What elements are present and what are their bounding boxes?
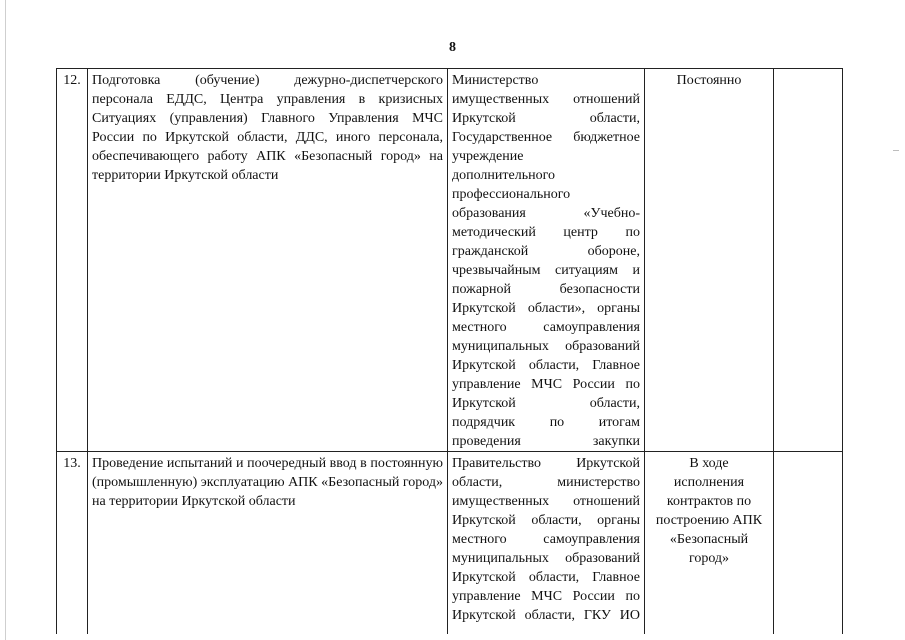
- responsible-executors: [448, 69, 645, 452]
- note-cell: [774, 452, 843, 635]
- text-line: Иркутской области, Главное: [452, 570, 640, 585]
- text-line: Иркутской области», органы: [452, 301, 640, 316]
- table-row: [57, 69, 843, 452]
- text-line: муниципальных образований: [452, 339, 640, 354]
- scan-mark: [893, 150, 899, 151]
- text-line: контрактов по: [666, 494, 752, 509]
- text-line: имущественных отношений: [452, 92, 640, 107]
- deadline: [645, 452, 774, 635]
- text-line: проведения закупки: [452, 434, 640, 449]
- text-line: Иркутской области,: [452, 111, 640, 126]
- text-line: дополнительного: [452, 168, 555, 183]
- text-line: местного самоуправления: [452, 320, 640, 335]
- text-line: подрядчик по итогам: [452, 415, 640, 430]
- text-line: чрезвычайным ситуациям и: [452, 263, 640, 278]
- text-line: Иркутской области, Главное: [452, 358, 640, 373]
- text-line: город»: [688, 551, 730, 566]
- text-line: учреждение: [452, 149, 524, 164]
- text-line: Иркутской области,: [452, 396, 640, 411]
- note-cell: [774, 69, 843, 452]
- table-row: [57, 452, 843, 635]
- text-line: местного самоуправления: [452, 532, 640, 547]
- row-number: 12.: [57, 69, 88, 452]
- text-line: имущественных отношений: [452, 494, 640, 509]
- text-line: управление МЧС России по: [452, 377, 640, 392]
- text-line: «Безопасный: [669, 532, 749, 547]
- text-line: Иркутской области, ГКУ ИО: [452, 608, 640, 623]
- text-line: В ходе: [689, 456, 729, 471]
- text-line: методический центр по: [452, 225, 640, 240]
- text-line: Правительство Иркутской: [452, 456, 640, 471]
- text-line: Министерство: [452, 73, 539, 88]
- task-description: Подготовка (обучение) дежурно-диспетчерского персонала ЕДДС, Центра управления в кризисных Ситуациях (управления) Главного Управления МЧС России по Иркутской области, ДДС, иного персонала, обеспечивающего работу АПК «Безопасный город» на территории Иркутской области: [88, 69, 448, 452]
- row-number: 13.: [57, 452, 88, 635]
- text-line: управление МЧС России по: [452, 589, 640, 604]
- text-line: образования «Учебно-: [452, 206, 640, 221]
- text-line: области, министерство: [452, 475, 640, 490]
- responsible-executors: [448, 452, 645, 635]
- text-line: Государственное бюджетное: [452, 130, 640, 145]
- text-line: Иркутской области, органы: [452, 513, 640, 528]
- text-line: пожарной безопасности: [452, 282, 640, 297]
- text-line: Постоянно: [676, 73, 742, 88]
- deadline: [645, 69, 774, 452]
- scan-edge: [5, 0, 6, 640]
- text-line: муниципальных образований: [452, 551, 640, 566]
- text-line: профессионального: [452, 187, 571, 202]
- text-line: гражданской обороне,: [452, 244, 640, 259]
- task-description: Проведение испытаний и поочередный ввод в постоянную (промышленную) эксплуатацию АПК «Безопасный город» на территории Иркутской области: [88, 452, 448, 635]
- text-line: построению АПК: [655, 513, 763, 528]
- page-number: 8: [449, 40, 456, 55]
- plan-table: [56, 68, 843, 634]
- text-line: исполнения: [673, 475, 745, 490]
